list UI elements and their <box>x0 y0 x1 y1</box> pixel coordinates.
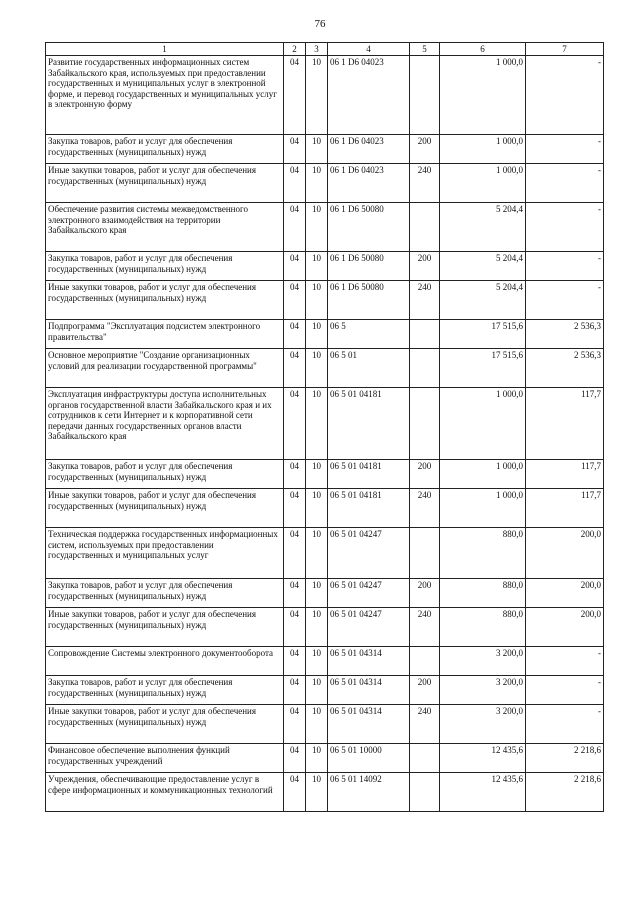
name-cell: Закупка товаров, работ и услуг для обеспечения государственных (муниципальных) нужд <box>46 676 284 705</box>
expense-type-cell <box>410 349 440 388</box>
amount-cell: 3 200,0 <box>440 676 526 705</box>
name-cell: Развитие государственных информационных систем Забайкальского края, используемых при предоставлении государственных и муниципальных услуг в электронной форме, и перевод государственных и муниципальных услуг в электронную форму <box>46 56 284 135</box>
section-cell: 04 <box>284 773 306 812</box>
expense-type-cell: 240 <box>410 164 440 203</box>
expense-type-cell <box>410 56 440 135</box>
name-cell: Иные закупки товаров, работ и услуг для обеспечения государственных (муниципальных) нужд <box>46 281 284 320</box>
header-cell-4: 4 <box>328 43 410 56</box>
expense-type-cell: 240 <box>410 281 440 320</box>
amount-cell: 3 200,0 <box>440 705 526 744</box>
table-row <box>46 647 604 676</box>
target-code-cell: 06 5 01 04247 <box>328 528 410 579</box>
subsection-cell: 10 <box>306 135 328 164</box>
target-code-cell: 06 1 D6 04023 <box>328 164 410 203</box>
amount-cell-2: - <box>526 252 604 281</box>
section-cell: 04 <box>284 460 306 489</box>
expense-type-cell: 240 <box>410 608 440 647</box>
amount-cell: 1 000,0 <box>440 164 526 203</box>
table-body <box>46 56 604 812</box>
amount-cell: 5 204,4 <box>440 252 526 281</box>
amount-cell-2: - <box>526 281 604 320</box>
expense-type-cell <box>410 320 440 349</box>
table-row <box>46 608 604 647</box>
name-cell: Финансовое обеспечение выполнения функций государственных учреждений <box>46 744 284 773</box>
table-row <box>46 252 604 281</box>
target-code-cell: 06 5 01 04181 <box>328 489 410 528</box>
amount-cell: 5 204,4 <box>440 203 526 252</box>
subsection-cell: 10 <box>306 281 328 320</box>
amount-cell: 1 000,0 <box>440 56 526 135</box>
target-code-cell: 06 5 01 04181 <box>328 460 410 489</box>
expense-type-cell: 200 <box>410 252 440 281</box>
section-cell: 04 <box>284 135 306 164</box>
name-cell: Закупка товаров, работ и услуг для обеспечения государственных (муниципальных) нужд <box>46 579 284 608</box>
amount-cell-2: 117,7 <box>526 489 604 528</box>
expense-type-cell <box>410 744 440 773</box>
amount-cell-2: - <box>526 676 604 705</box>
amount-cell: 880,0 <box>440 608 526 647</box>
table-row <box>46 528 604 579</box>
amount-cell-2: - <box>526 56 604 135</box>
header-cell-6: 6 <box>440 43 526 56</box>
budget-table <box>45 42 604 812</box>
name-cell: Основное мероприятие "Создание организационных условий для реализации государственной программы" <box>46 349 284 388</box>
header-row <box>46 43 604 56</box>
expense-type-cell: 240 <box>410 489 440 528</box>
table-row <box>46 705 604 744</box>
section-cell: 04 <box>284 203 306 252</box>
section-cell: 04 <box>284 579 306 608</box>
subsection-cell: 10 <box>306 773 328 812</box>
amount-cell: 17 515,6 <box>440 320 526 349</box>
amount-cell-2: 200,0 <box>526 579 604 608</box>
section-cell: 04 <box>284 349 306 388</box>
table-row <box>46 388 604 460</box>
table-row <box>46 676 604 705</box>
expense-type-cell <box>410 203 440 252</box>
target-code-cell: 06 1 D6 50080 <box>328 281 410 320</box>
subsection-cell: 10 <box>306 388 328 460</box>
amount-cell-2: 2 218,6 <box>526 773 604 812</box>
table-row <box>46 164 604 203</box>
name-cell: Сопровождение Системы электронного документооборота <box>46 647 284 676</box>
name-cell: Иные закупки товаров, работ и услуг для обеспечения государственных (муниципальных) нужд <box>46 608 284 647</box>
table-row <box>46 320 604 349</box>
subsection-cell: 10 <box>306 349 328 388</box>
section-cell: 04 <box>284 489 306 528</box>
name-cell: Техническая поддержка государственных информационных систем, используемых при предоставлении государственных и муниципальных услуг <box>46 528 284 579</box>
name-cell: Закупка товаров, работ и услуг для обеспечения государственных (муниципальных) нужд <box>46 252 284 281</box>
amount-cell-2: 200,0 <box>526 528 604 579</box>
amount-cell: 1 000,0 <box>440 489 526 528</box>
table-row <box>46 281 604 320</box>
expense-type-cell <box>410 773 440 812</box>
table-row <box>46 460 604 489</box>
name-cell: Иные закупки товаров, работ и услуг для обеспечения государственных (муниципальных) нужд <box>46 164 284 203</box>
page-number: 76 <box>314 18 326 30</box>
target-code-cell: 06 1 D6 04023 <box>328 56 410 135</box>
name-cell: Обеспечение развития системы межведомственного электронного взаимодействия на территории Забайкальского края <box>46 203 284 252</box>
target-code-cell: 06 5 <box>328 320 410 349</box>
amount-cell-2: 2 536,3 <box>526 349 604 388</box>
subsection-cell: 10 <box>306 676 328 705</box>
target-code-cell: 06 5 01 14092 <box>328 773 410 812</box>
section-cell: 04 <box>284 676 306 705</box>
section-cell: 04 <box>284 647 306 676</box>
amount-cell-2: - <box>526 647 604 676</box>
amount-cell: 5 204,4 <box>440 281 526 320</box>
target-code-cell: 06 5 01 04247 <box>328 608 410 647</box>
subsection-cell: 10 <box>306 56 328 135</box>
target-code-cell: 06 5 01 10000 <box>328 744 410 773</box>
expense-type-cell: 240 <box>410 705 440 744</box>
amount-cell: 17 515,6 <box>440 349 526 388</box>
section-cell: 04 <box>284 608 306 647</box>
table-row <box>46 56 604 135</box>
amount-cell-2: 117,7 <box>526 388 604 460</box>
section-cell: 04 <box>284 164 306 203</box>
name-cell: Подпрограмма "Эксплуатация подсистем электронного правительства" <box>46 320 284 349</box>
amount-cell-2: - <box>526 705 604 744</box>
amount-cell: 880,0 <box>440 528 526 579</box>
name-cell: Закупка товаров, работ и услуг для обеспечения государственных (муниципальных) нужд <box>46 135 284 164</box>
amount-cell-2: - <box>526 203 604 252</box>
amount-cell: 1 000,0 <box>440 388 526 460</box>
expense-type-cell: 200 <box>410 135 440 164</box>
name-cell: Иные закупки товаров, работ и услуг для обеспечения государственных (муниципальных) нужд <box>46 705 284 744</box>
amount-cell-2: 2 536,3 <box>526 320 604 349</box>
amount-cell-2: 2 218,6 <box>526 744 604 773</box>
subsection-cell: 10 <box>306 164 328 203</box>
subsection-cell: 10 <box>306 579 328 608</box>
section-cell: 04 <box>284 705 306 744</box>
section-cell: 04 <box>284 528 306 579</box>
table-row <box>46 349 604 388</box>
expense-type-cell: 200 <box>410 460 440 489</box>
subsection-cell: 10 <box>306 460 328 489</box>
table-row <box>46 135 604 164</box>
header-cell-2: 2 <box>284 43 306 56</box>
section-cell: 04 <box>284 744 306 773</box>
table-row <box>46 579 604 608</box>
subsection-cell: 10 <box>306 203 328 252</box>
target-code-cell: 06 1 D6 50080 <box>328 203 410 252</box>
amount-cell: 880,0 <box>440 579 526 608</box>
subsection-cell: 10 <box>306 647 328 676</box>
name-cell: Эксплуатация инфраструктуры доступа исполнительных органов государственной власти Забайкальского края и их сотрудников к сети Интернет и к корпоративной сети передачи данных государственных органов власти Забайкальского края <box>46 388 284 460</box>
subsection-cell: 10 <box>306 320 328 349</box>
subsection-cell: 10 <box>306 744 328 773</box>
amount-cell: 1 000,0 <box>440 460 526 489</box>
table-row <box>46 773 604 812</box>
subsection-cell: 10 <box>306 489 328 528</box>
subsection-cell: 10 <box>306 705 328 744</box>
table-row <box>46 744 604 773</box>
name-cell: Иные закупки товаров, работ и услуг для обеспечения государственных (муниципальных) нужд <box>46 489 284 528</box>
section-cell: 04 <box>284 252 306 281</box>
amount-cell-2: 117,7 <box>526 460 604 489</box>
amount-cell: 3 200,0 <box>440 647 526 676</box>
header-cell-3: 3 <box>306 43 328 56</box>
target-code-cell: 06 5 01 04314 <box>328 647 410 676</box>
header-cell-7: 7 <box>526 43 604 56</box>
target-code-cell: 06 5 01 04247 <box>328 579 410 608</box>
amount-cell-2: 200,0 <box>526 608 604 647</box>
table-row <box>46 203 604 252</box>
header-cell-5: 5 <box>410 43 440 56</box>
name-cell: Учреждения, обеспечивающие предоставление услуг в сфере информационных и коммуникационных технологий <box>46 773 284 812</box>
section-cell: 04 <box>284 320 306 349</box>
expense-type-cell <box>410 647 440 676</box>
subsection-cell: 10 <box>306 252 328 281</box>
amount-cell: 12 435,6 <box>440 773 526 812</box>
expense-type-cell: 200 <box>410 579 440 608</box>
expense-type-cell <box>410 388 440 460</box>
section-cell: 04 <box>284 56 306 135</box>
expense-type-cell: 200 <box>410 676 440 705</box>
subsection-cell: 10 <box>306 608 328 647</box>
expense-type-cell <box>410 528 440 579</box>
amount-cell-2: - <box>526 135 604 164</box>
name-cell: Закупка товаров, работ и услуг для обеспечения государственных (муниципальных) нужд <box>46 460 284 489</box>
header-cell-1: 1 <box>46 43 284 56</box>
section-cell: 04 <box>284 281 306 320</box>
target-code-cell: 06 5 01 04181 <box>328 388 410 460</box>
target-code-cell: 06 5 01 04314 <box>328 705 410 744</box>
target-code-cell: 06 5 01 <box>328 349 410 388</box>
amount-cell: 12 435,6 <box>440 744 526 773</box>
table-row <box>46 489 604 528</box>
target-code-cell: 06 1 D6 04023 <box>328 135 410 164</box>
target-code-cell: 06 1 D6 50080 <box>328 252 410 281</box>
subsection-cell: 10 <box>306 528 328 579</box>
amount-cell: 1 000,0 <box>440 135 526 164</box>
amount-cell-2: - <box>526 164 604 203</box>
section-cell: 04 <box>284 388 306 460</box>
target-code-cell: 06 5 01 04314 <box>328 676 410 705</box>
